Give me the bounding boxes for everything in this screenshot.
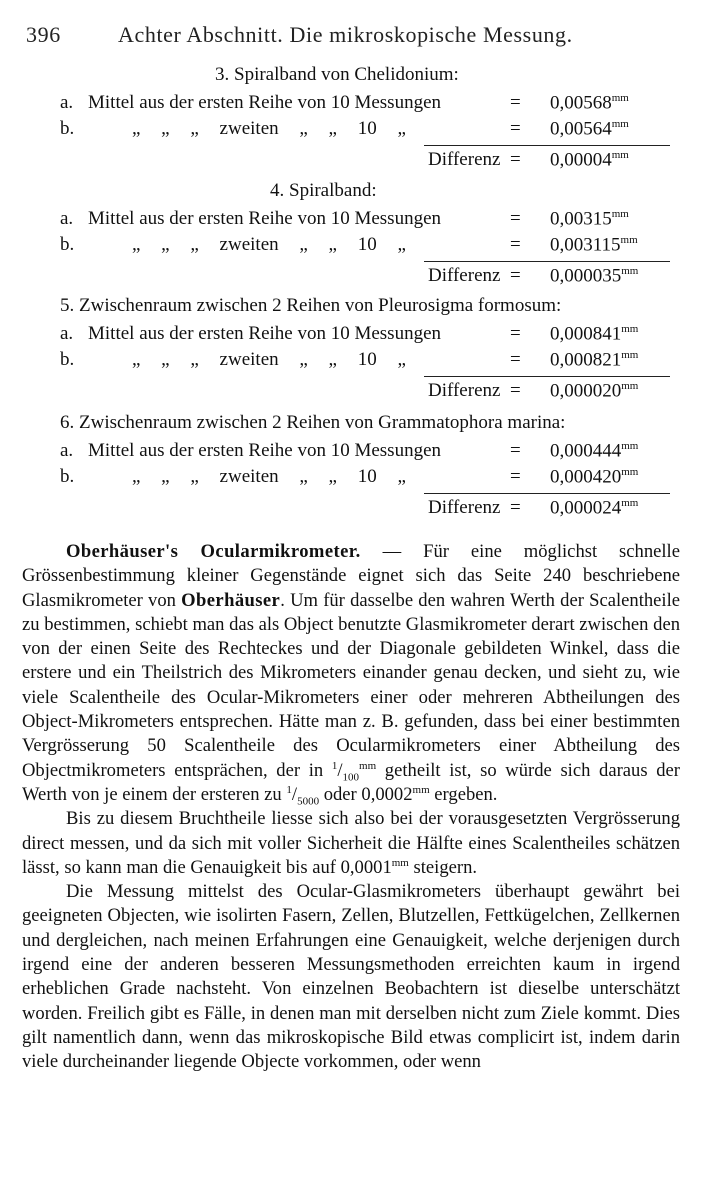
row-text: „ „ „ zweiten „ „ 10 „ [132,466,406,487]
sum-rule [424,493,670,494]
equals-sign: = [510,466,521,487]
row-text: Mittel aus der ersten Reihe von 10 Messungen [88,323,442,344]
measurement-title: 3. Spiralband von Chelidonium: [215,64,459,85]
equals-sign: = [510,349,521,370]
sum-rule [424,261,670,262]
page-number: 396 [26,22,61,47]
row-text: „ „ „ zweiten „ „ 10 „ [132,118,406,139]
measurement-row-a [60,440,678,464]
row-text: Mittel aus der ersten Reihe von 10 Messungen [88,208,442,229]
paragraph: Oberhäuser's Ocularmikrometer. — Für eine möglichst schnelle Grössenbestimmung kleiner Gegenstände eignet sich das Seite 240 beschriebene Glasmikrometer von Oberhäuser. Um für dasselbe den wahren Werth der Scalentheile zu bestimmen, schiebt man das als Object benutzte Glasmikrometer derart zwischen den von der einen Seite des Rechteckes und der Diagonale gebildeten Winkel, dass die erstere und ein Theilstrich des Mikrometers einander genau decken, und sieht zu, wie viele Scalentheile des Ocular-Mikrometers einer oder mehreren Abtheilungen des Object-Mikrometers entsprechen. Hätte man z. B. gefunden, dass bei einer bestimmten Vergrösserung 50 Scalentheile des Ocularmikrometers einer Abtheilung des Objectmikrometers entsprächen, der in $^1/_{100}^{mm}$ getheilt ist, so würde sich daraus der Werth von je einem der ersteren zu $^1/_{5000}$ oder $0,0002^{mm}$ ergeben. [22,541,681,808]
row-text: Mittel aus der ersten Reihe von 10 Messungen [88,440,442,461]
equals-sign: = [510,380,521,401]
equals-sign: = [510,118,521,139]
paragraph: Bis zu diesem Bruchtheile liesse sich also bei der vorausgesetzten Vergrösserung direct messen, und da sich mit voller Sicherheit die Hälfte eines Scalentheiles schätzen lässt, so kann man die Genauigkeit bis auf $0,0001^{mm}$ steigern. [22,808,680,878]
difference-row [60,265,678,289]
equals-sign: = [510,234,521,255]
measurement-title: 4. Spiralband: [270,180,377,201]
row-value: $0,000821^{mm}$ [550,349,639,371]
row-value: $0,000444^{mm}$ [550,440,639,462]
section-heading: Oberhäuser's Ocularmikrometer. [66,541,361,562]
measurement-row-a [60,323,678,347]
equals-sign: = [510,323,521,344]
row-label: a. [60,92,74,113]
sum-rule [424,145,670,146]
equals-sign: = [510,265,521,286]
row-label: b. [60,234,75,255]
row-text: Mittel aus der ersten Reihe von 10 Messungen [88,92,442,113]
equals-sign: = [510,497,521,518]
equals-sign: = [510,149,521,170]
difference-value: $0,00004^{mm}$ [550,149,629,171]
difference-value: $0,000024^{mm}$ [550,497,639,519]
row-text: „ „ „ zweiten „ „ 10 „ [132,234,406,255]
measurement-row-a [60,92,678,116]
row-label: a. [60,323,74,344]
paragraph: Die Messung mittelst des Ocular-Glasmikrometers überhaupt gewährt bei geeigneten Objecten, wie isolirten Fasern, Zellen, Blutzellen, Fettkügelchen, Zellkernen und dergleichen, nach meinen Erfahrungen eine Genauigkeit, welche derjenigen durch irgend eine der anderen besseren Messungsmethoden erreichten kaum in irgend erheblichen Grade nachsteht. Von einzelnen Beobachtern ist dieselbe unterschätzt worden. Freilich gibt es Fälle, in denen man mit derselben nicht zum Ziele kommt. Dies gilt namentlich dann, wenn das mikroskopische Bild etwas complicirt ist, indem darin viele durcheinander liegende Objecte vorkommen, oder wenn [22,881,680,1073]
equals-sign: = [510,208,521,229]
difference-row [60,149,678,173]
row-label: a. [60,208,74,229]
difference-label: Differenz [428,149,501,170]
row-value: $0,00315^{mm}$ [550,208,629,230]
measurement-row-b [60,118,678,142]
sum-rule [424,376,670,377]
measurement-row-b [60,234,678,258]
row-label: b. [60,349,75,370]
difference-value: $0,000020^{mm}$ [550,380,639,402]
row-label: b. [60,118,75,139]
equals-sign: = [510,440,521,461]
measurement-row-b [60,349,678,373]
running-title: Achter Abschnitt. Die mikroskopische Messung. [118,22,573,47]
body-text [22,540,680,1075]
measurement-row-b [60,466,678,490]
difference-value: $0,000035^{mm}$ [550,265,639,287]
row-text: „ „ „ zweiten „ „ 10 „ [132,349,406,370]
person-name: Oberhäuser [181,589,281,611]
difference-label: Differenz [428,265,501,286]
measurement-title: 6. Zwischenraum zwischen 2 Reihen von Grammatophora marina: [60,412,566,433]
fraction: $^1/_{100}^{mm}$ [331,759,377,784]
measurement-row-a [60,208,678,232]
equals-sign: = [510,92,521,113]
row-value: $0,00564^{mm}$ [550,118,629,140]
row-value: $0,000420^{mm}$ [550,466,639,488]
row-label: b. [60,466,75,487]
row-value: $0,000841^{mm}$ [550,323,639,345]
difference-row [60,497,678,521]
difference-label: Differenz [428,380,501,401]
row-value: $0,00568^{mm}$ [550,92,629,114]
fraction: $^1/_{5000}$ [286,783,320,808]
difference-label: Differenz [428,497,501,518]
row-value: $0,003115^{mm}$ [550,234,638,256]
difference-row [60,380,678,404]
measurement-title: 5. Zwischenraum zwischen 2 Reihen von Pleurosigma formosum: [60,295,562,316]
row-label: a. [60,440,74,461]
